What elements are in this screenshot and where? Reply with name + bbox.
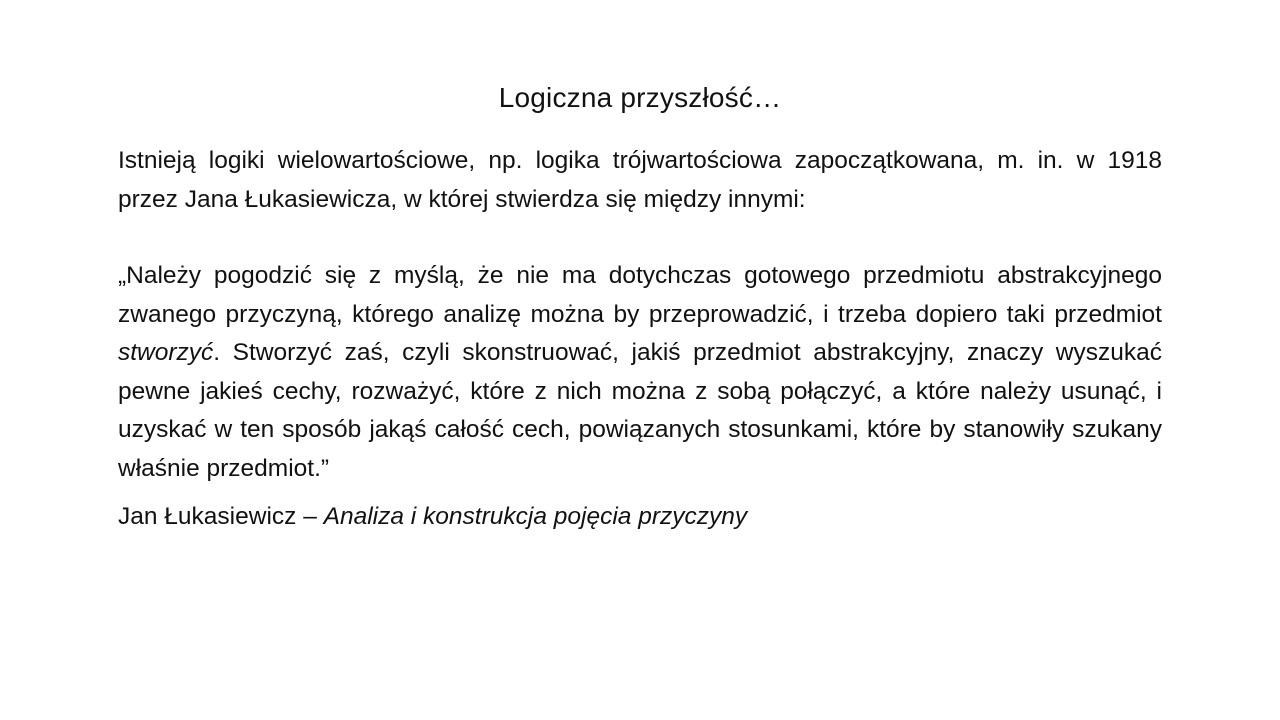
quote-text-start: „Należy pogodzić się z myślą, że nie ma dotychczas gotowego przedmiotu abstrakcyjnego zwanego przyczyną, którego analizę można by przeprowadzić, i trzeba dopiero taki przedmiot bbox=[118, 262, 1162, 328]
citation-work-title: Analiza i konstrukcja pojęcia przyczyny bbox=[323, 503, 748, 530]
quote-emphasis: stworzyć bbox=[118, 339, 214, 366]
intro-paragraph: Istnieją logiki wielowartościowe, np. logika trójwartościowa zapoczątkowana, m. in. w 1918 przez Jana Łukasiewicza, w której stwierdza się między innymi: bbox=[118, 147, 1162, 213]
slide-content bbox=[118, 142, 1162, 537]
slide-title: Logiczna przyszłość… bbox=[498, 82, 782, 113]
quote-text-end: . Stworzyć zaś, czyli skonstruować, jakiś przedmiot abstrakcyjny, znaczy wyszukać pewne jakieś cechy, rozważyć, które z nich można z sobą połączyć, a które należy usunąć, i uzyskać w ten sposób jakąś całość cech, powiązanych stosunkami, które by stanowiły szukany właśnie przedmiot.” bbox=[118, 339, 1162, 482]
citation-author: Jan Łukasiewicz – bbox=[118, 503, 324, 530]
citation-line bbox=[118, 498, 1162, 537]
quote-paragraph bbox=[118, 257, 1162, 488]
